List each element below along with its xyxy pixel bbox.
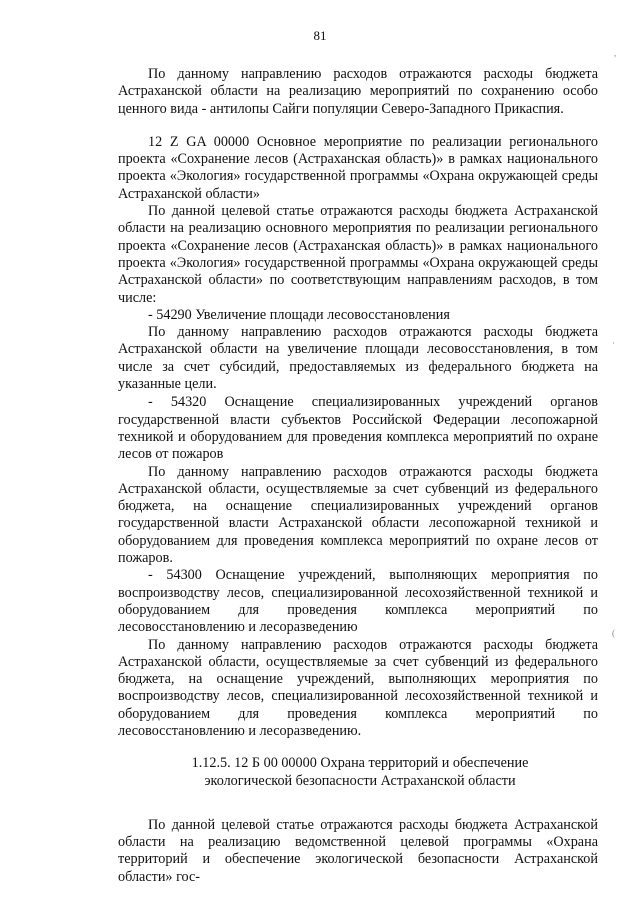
paragraph-54290-title: - 54290 Увеличение площади лесовосстановления [148,306,450,323]
paragraph-saiga: По данному направлению расходов отражаются расходы бюджета Астраханской области на реализацию мероприятий по сохранению особо ценного вида - антилопы Сайги популяции Северо-Западного Прикаспия. [118,66,598,117]
scan-mark: , [614,48,617,58]
document-body [118,66,598,886]
paragraph-54320-title: - 54320 Оснащение специализированных учреждений органов государственной власти субъектов Российской Федерации лесопожарной техникой и оборудованием для проведения комплекса мероприятий по охране лесов от пожаров [118,394,598,463]
paragraph-54320-description: По данному направлению расходов отражаются расходы бюджета Астраханской области, осуществляемые за счет субвенций из федерального бюджета, на оснащение специализированных учреждений органов государственной власти Астраханской области лесопожарной техникой и оборудованием для проведения комплекса мероприятий по охране лесов от пожаров. [118,463,598,567]
scan-mark: · [612,338,615,348]
paragraph-12b-description: По данной целевой статье отражаются расходы бюджета Астраханской области на реализацию ведомственной целевой программы «Охрана территорий и обеспечение экологической безопасности Астраханской области» гос- [118,816,598,885]
page-number: 81 [313,28,327,43]
section-heading: 1.12.5. 12 Б 00 00000 Охрана территорий и обеспечение экологической безопасности Астраханской области [191,755,529,789]
paragraph-54300-title: - 54300 Оснащение учреждений, выполняющих мероприятия по воспроизводству лесов, специализированной лесохозяйственной техникой и оборудованием для проведения комплекса мероприятий по лесовосстановлению и лесоразведению [118,567,598,636]
scan-mark: ( [612,628,615,638]
paragraph-54290-description: По данному направлению расходов отражаются расходы бюджета Астраханской области на увеличение площади лесовосстановления, в том числе за счет субсидий, предоставляемых из федерального бюджета на указанные цели. [118,324,598,393]
paragraph-54300-description: По данному направлению расходов отражаются расходы бюджета Астраханской области, осуществляемые за счет субвенций из федерального бюджета, на оснащение учреждений, выполняющих мероприятия по воспроизводству лесов, специализированной лесохозяйственной техникой и оборудованием для проведения комплекса мероприятий по лесовосстановлению и лесоразведению. [118,636,598,739]
paragraph-12zga-description: По данной целевой статье отражаются расходы бюджета Астраханской области на реализацию основного мероприятия по реализации регионального проекта «Сохранение лесов (Астраханская область)» в рамках национального проекта «Экология» государственной программы «Охрана окружающей среды Астраханской области» по соответствующим направлениям расходов, в том числе: [118,203,598,306]
paragraph-12zga-title: 12 Z GA 00000 Основное мероприятие по реализации регионального проекта «Сохранение лесов (Астраханская область)» в рамках национального проекта «Экология» государственной программы «Охрана окружающей среды Астраханской области» [118,133,598,202]
